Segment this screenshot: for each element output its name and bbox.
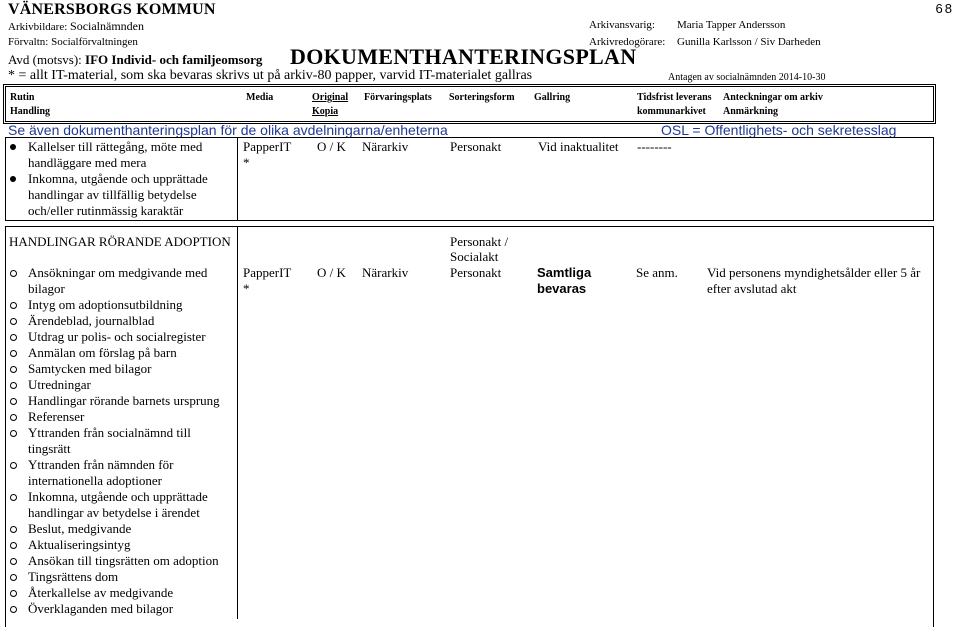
list-item: Ansökan till tingsrätten om adoption <box>8 553 233 569</box>
col-rutin: Rutin <box>10 92 35 103</box>
list-item: Inkomna, utgående och upprättade handlingar av tillfällig betydelse och/eller rutinmässig karaktär <box>8 171 218 219</box>
section2-anmarkning: Vid personens myndighetsålder eller 5 år efter avslutad akt <box>707 265 921 296</box>
list-item: Ansökningar om medgivande med bilagor <box>8 265 218 297</box>
organization-name: VÄNERSBORGS KOMMUN <box>8 1 216 18</box>
list-item: Handlingar rörande barnets ursprung <box>8 393 233 409</box>
col-sorteringsform: Sorteringsform <box>449 92 515 103</box>
approved-date: Antagen av socialnämnden 2014-10-30 <box>668 72 826 83</box>
archive-officers-label: Arkivredogörare: <box>589 36 666 48</box>
list-item: Referenser <box>8 409 233 425</box>
list-item: Kallelser till rättegång, möte med handläggare med mera <box>8 139 218 171</box>
list-item: Överklaganden med bilagor <box>8 601 233 617</box>
section2-media: PapperIT <box>243 265 292 280</box>
archive-creator-value: Socialnämnden <box>70 19 144 33</box>
administration <box>8 36 138 48</box>
archive-officers: Gunilla Karlsson / Siv Darheden <box>677 36 821 48</box>
col-anteckningar: Anteckningar om arkiv <box>723 92 823 103</box>
see-also-note: Se även dokumenthanteringsplan för de olika avdelningarna/enheterna <box>8 122 448 138</box>
col-forvaringsplats: Förvaringsplats <box>364 92 432 103</box>
section1-sort: Personakt <box>450 139 502 154</box>
col-media: Media <box>246 92 274 103</box>
list-item: Samtycken med bilagor <box>8 361 233 377</box>
col-gallring: Gallring <box>534 92 571 103</box>
department-label: Avd (motsvs): <box>8 52 82 67</box>
archive-responsible-label: Arkivansvarig: <box>589 19 655 31</box>
archive-responsible: Maria Tapper Andersson <box>677 19 786 31</box>
page-number: 68 <box>935 1 954 16</box>
col-kopia: Kopia <box>312 106 339 117</box>
section1-original: O / K <box>317 139 346 154</box>
section2-place: Närarkiv <box>362 265 409 280</box>
section2-sort: Personakt <box>450 265 502 280</box>
col-anmarkning: Anmärkning <box>723 106 779 117</box>
list-item: Utredningar <box>8 377 233 393</box>
section1-divider <box>237 137 238 220</box>
section2-divider <box>237 226 238 619</box>
section2-heading: HANDLINGAR RÖRANDE ADOPTION <box>9 234 231 249</box>
list-item: Intyg om adoptionsutbildning <box>8 297 233 313</box>
it-material-note: * = allt IT-material, som ska bevaras skrivs ut på arkiv-80 papper, varvid IT-materialet gallras <box>8 68 533 83</box>
list-item: Ärendeblad, journalblad <box>8 313 233 329</box>
col-kommunarkivet: kommunarkivet <box>637 106 706 117</box>
list-item: Aktualiseringsintyg <box>8 537 233 553</box>
section2-original: O / K <box>317 265 346 280</box>
section2-gallring: Samtliga bevaras <box>537 265 592 296</box>
section1-list <box>8 139 230 219</box>
col-tidsfrist: Tidsfrist leverans <box>637 92 712 103</box>
archive-creator-label: Arkivbildare: <box>8 21 68 33</box>
osl-note: OSL = Offentlighets- och sekretesslag <box>661 122 897 138</box>
list-item: Tingsrättens dom <box>8 569 233 585</box>
section2-sort-heading-2: Socialakt <box>450 249 499 264</box>
section1-star: * <box>243 155 250 170</box>
list-item: Inkomna, utgående och upprättade handlingar av betydelse i ärendet <box>8 489 228 521</box>
section1-tidsfrist: -------- <box>637 139 672 154</box>
list-item: Utdrag ur polis- och socialregister <box>8 329 233 345</box>
department-value: IFO Individ- och familjeomsorg <box>85 52 263 67</box>
archive-creator <box>8 19 144 34</box>
section1-place: Närarkiv <box>362 139 409 154</box>
list-item: Yttranden från nämnden för internationella adoptioner <box>8 457 213 489</box>
document-title: DOKUMENTHANTERINGSPLAN <box>290 44 637 69</box>
department <box>8 52 262 68</box>
col-handling: Handling <box>10 106 51 117</box>
section2-tidsfrist: Se anm. <box>636 265 678 280</box>
list-item: Yttranden från socialnämnd till tingsrätt <box>8 425 213 457</box>
col-original: Original <box>312 92 349 103</box>
section1-media: PapperIT <box>243 139 292 154</box>
section2-sort-heading-1: Personakt / <box>450 234 509 249</box>
list-item: Beslut, medgivande <box>8 521 233 537</box>
administration-label: Förvaltn: <box>8 36 49 48</box>
section2-list <box>8 265 233 617</box>
administration-value: Socialförvaltningen <box>51 36 138 48</box>
list-item: Anmälan om förslag på barn <box>8 345 233 361</box>
list-item: Återkallelse av medgivande <box>8 585 233 601</box>
section1-gallring: Vid inaktualitet <box>538 139 619 154</box>
section2-star: * <box>243 281 250 296</box>
